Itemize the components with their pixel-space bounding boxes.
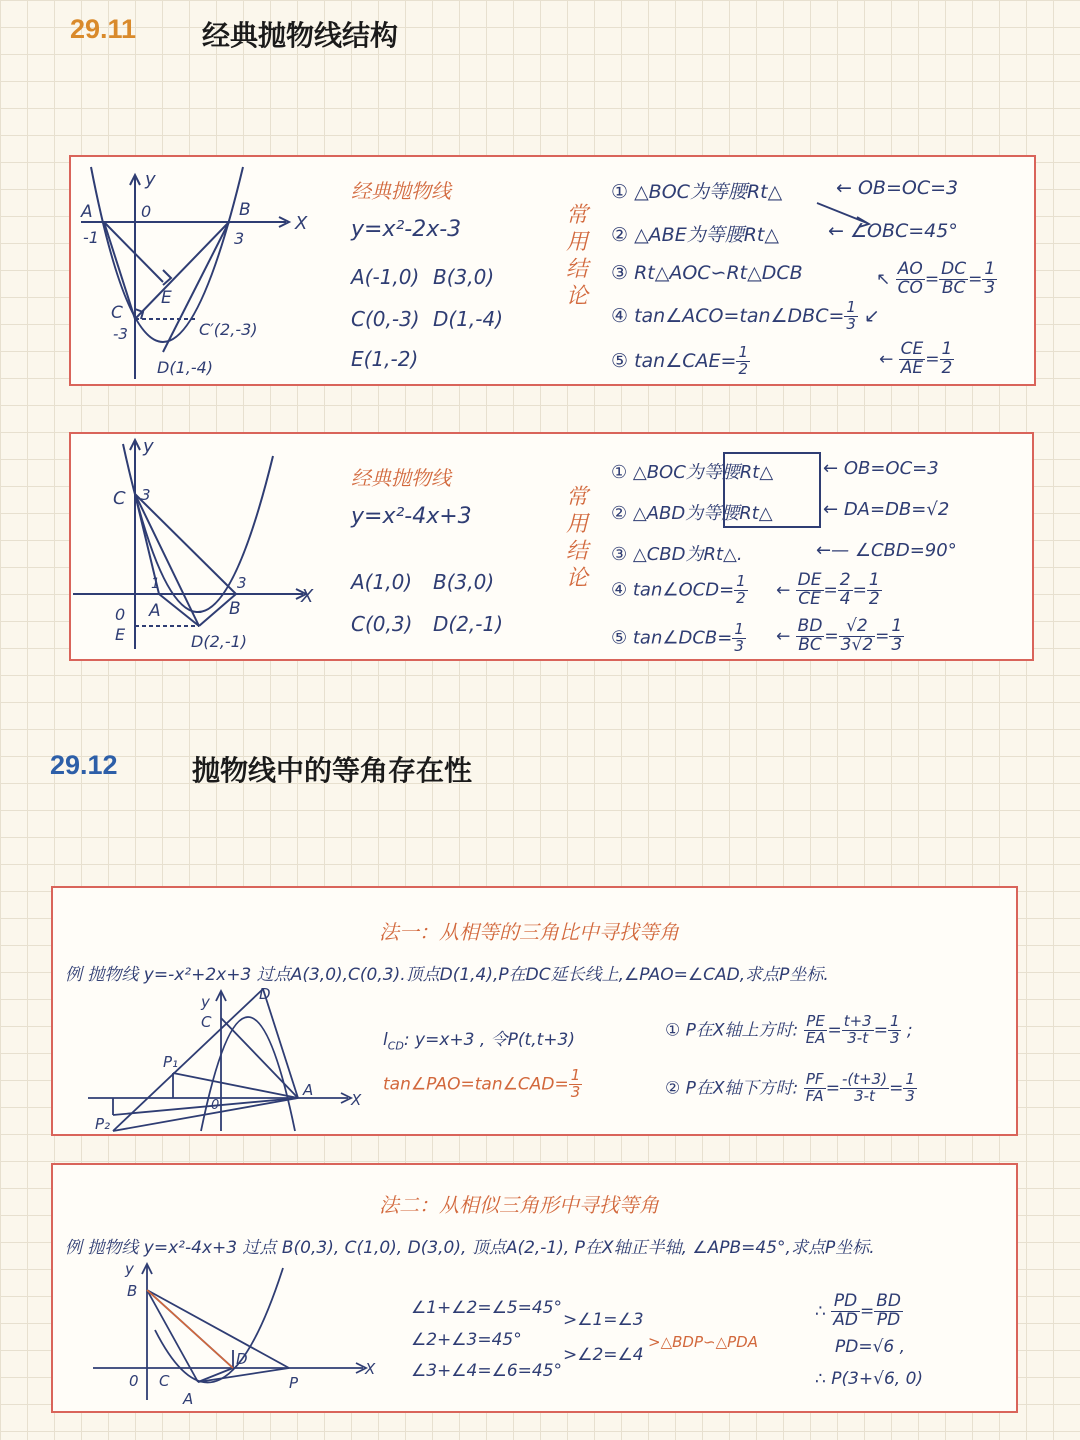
example-text: 例 抛物线 y=x²-4x+3 过点 B(0,3), C(1,0), D(3,0), 顶点A(2,-1), P在X轴正半轴, ∠APB=45°,求点P坐标. — [65, 1238, 875, 1258]
label-a: A — [81, 202, 93, 222]
label-c: C — [111, 303, 123, 323]
ratio: ∴ $\frac{PD}{AD}$ = $\frac{BD}{PD}$ — [815, 1291, 901, 1330]
label-b: B — [229, 599, 241, 619]
label-p2: P₂ — [95, 1115, 111, 1133]
card-classic-parabola-2 — [69, 432, 1034, 661]
case1-3: 3 — [889, 1028, 900, 1047]
angle-eq-3: ∠3+∠4=∠6=45° — [411, 1361, 563, 1381]
label-o: 0 — [141, 202, 152, 221]
c4-den: 3 — [846, 314, 856, 333]
label-y: y — [143, 436, 154, 457]
section-number: 29.12 — [50, 750, 118, 780]
label-p: P — [289, 1374, 299, 1392]
conclusion-2-right: ← ∠OBC=45° — [828, 220, 958, 242]
c5-frac-ce: CE — [900, 339, 924, 359]
segment-cd — [135, 494, 199, 626]
segment-ap — [198, 1368, 289, 1382]
c3-frac-3: 3 — [984, 277, 996, 298]
similar-triangles: >△BDP∽△PDA — [648, 1333, 758, 1351]
p-coordinate: ∴ P(3+√6, 0) — [815, 1369, 924, 1389]
ratio-pd: PD — [831, 1293, 860, 1312]
label-a: A — [183, 1390, 194, 1408]
label-x: X — [351, 1091, 362, 1109]
label-1: 1 — [151, 576, 160, 592]
conclusion-1: ① △BOC为等腰Rt△ — [611, 181, 783, 203]
label-d: D — [259, 985, 271, 1003]
case1-1: 1 — [889, 1012, 900, 1030]
point-b: B(3,0) — [433, 570, 495, 594]
segment-ad — [159, 594, 199, 626]
point-c: C(0,3) — [351, 612, 413, 636]
conclusion-5-right: ← $\frac{BD}{BC}$ = $\frac{√2}{3√2}$ = $\frac{1}{3}$ — [776, 616, 903, 655]
label-c: C — [201, 1013, 212, 1031]
angle-eq-2: ∠2+∠3=45° — [411, 1330, 522, 1350]
segment-da — [263, 989, 298, 1098]
c5-frac-1: 1 — [891, 616, 903, 636]
label-p1: P₁ — [163, 1053, 179, 1071]
segment-cb — [135, 222, 229, 319]
label-c: C — [113, 488, 126, 509]
label-x: X — [295, 213, 308, 234]
conclusion-3: ③ △CBD为Rt△. — [611, 544, 743, 565]
c4-frac-de: DE — [797, 570, 822, 590]
c4-text: ④ tan∠ACO=tan∠DBC= — [611, 304, 845, 327]
conclusion-3: ③ Rt△AOC∽Rt△DCB — [611, 262, 803, 284]
parabola-curve — [155, 1268, 283, 1382]
label-o: 0 — [129, 1372, 139, 1390]
card-method-2 — [51, 1163, 1018, 1413]
section-number: 29.11 — [70, 14, 137, 44]
tan-equation — [383, 1068, 582, 1101]
conclusion-4 — [611, 574, 748, 607]
label-b: B — [127, 1282, 138, 1300]
c4-frac-1b: 1 — [868, 570, 880, 590]
section-title: 抛物线中的等角存在性 — [192, 754, 473, 787]
label-a: A — [303, 1081, 314, 1099]
conclusion-1-right: ← OB=OC=3 — [823, 458, 939, 479]
label-c-prime: C′(2,-3) — [199, 320, 258, 339]
c3-eq-1: = — [924, 269, 940, 290]
c5-text: ⑤ tan∠DCB= — [611, 627, 733, 649]
label-d: D(2,-1) — [191, 632, 248, 651]
c1-a: ① △BOC为 — [611, 462, 704, 483]
label-x: X — [365, 1360, 376, 1378]
conclusion-5 — [611, 345, 750, 378]
c1-b: 等腰Rt△ — [703, 462, 774, 483]
c5-num: 1 — [734, 620, 744, 638]
c3-frac-ao: AO — [896, 261, 925, 280]
r2: ∠2=∠4 — [577, 1345, 644, 1365]
case-2: ② P在X轴下方时: $\frac{PF}{FA}$ = $\frac{-(t+3)}{3-t}$ = $\frac{1}{3}$ — [665, 1070, 915, 1105]
conclusion-4-right: ← $\frac{DE}{CE}$ = $\frac{2}{4}$ = $\frac{1}{2}$ — [776, 570, 880, 609]
c4-frac-2: 2 — [839, 570, 851, 590]
subtitle: 经典抛物线 — [351, 179, 451, 203]
c5-frac-ae: AE — [900, 357, 924, 378]
case2-fa: FA — [805, 1086, 824, 1105]
segment-p1a — [173, 1073, 298, 1098]
c3-frac-dc: DC — [941, 259, 967, 279]
label-o: 0 — [115, 605, 126, 624]
case2-3: 3 — [905, 1086, 915, 1105]
c3-frac-bc: BC — [941, 277, 966, 298]
tan-text: tan∠PAO=tan∠CAD= — [383, 1074, 569, 1095]
case2-text: ② P在X轴下方时: — [665, 1078, 799, 1099]
card-classic-parabola-1 — [69, 155, 1036, 386]
c3-frac-1: 1 — [984, 259, 996, 279]
ratio-ad: AD — [833, 1309, 858, 1330]
c4-frac-2b: 2 — [868, 588, 880, 609]
conclusion-5-right: ← $\frac{CE}{AE}$ = $\frac{1}{2}$ — [879, 339, 953, 378]
c2-right-text: ∠OBC=45° — [849, 220, 958, 242]
case1-3t: 3-t — [847, 1028, 869, 1047]
ratio-bd: BD — [876, 1291, 901, 1311]
sim-text: △BDP∽△PDA — [660, 1333, 758, 1351]
label-e: E — [161, 288, 172, 308]
c1-right-text: OB=OC=3 — [857, 177, 959, 199]
side-label: 常用结论 — [565, 203, 588, 309]
conclusion-3-right: ↖ $\frac{AO}{CO}$ = $\frac{DC}{BC}$ = $\frac{1}{3}$ — [876, 259, 996, 298]
method-heading: 法一：从相等的三角比中寻找等角 — [379, 920, 679, 944]
label-3-c: 3 — [141, 486, 151, 504]
segment-p2a — [113, 1098, 298, 1131]
case1-pe: PE — [804, 1014, 828, 1031]
point-a: A(1,0) — [351, 570, 413, 594]
c5-arrow: ← — [776, 626, 791, 647]
side-label: 常用结论 — [565, 485, 588, 591]
c5-frac-1: 1 — [941, 339, 953, 359]
lcd-l: l — [383, 1030, 388, 1050]
c5-frac-root2: √2 — [839, 618, 875, 637]
equation: y=x²-4x+3 — [351, 504, 472, 529]
case-1: ① P在X轴上方时: $\frac{PE}{EA}$ = $\frac{t+3}{3-t}$ = $\frac{1}{3}$ ; — [665, 1012, 913, 1047]
label-x: X — [301, 586, 314, 607]
equation: y=x²-2x-3 — [351, 217, 462, 242]
label-minus1: -1 — [83, 228, 99, 247]
c5-num: 1 — [738, 343, 748, 361]
c5-frac-3: 3 — [891, 634, 903, 655]
arrow-c1-c2 — [811, 199, 881, 229]
conclusion-3-right: ←— ∠CBD=90° — [816, 540, 957, 561]
c4-den: 2 — [736, 588, 746, 607]
label-o: 0 — [211, 1098, 220, 1113]
c5-den: 3 — [734, 636, 744, 655]
tan-den: 3 — [570, 1082, 581, 1101]
graph-method-1 — [83, 983, 403, 1133]
case2-3t: 3-t — [854, 1086, 875, 1105]
case1-text: ① P在X轴上方时: — [665, 1020, 799, 1041]
label-d: D — [236, 1350, 248, 1368]
c1-right-text: OB=OC=3 — [843, 458, 939, 479]
label-b: B — [239, 200, 251, 220]
c3-frac-co: CO — [897, 277, 923, 298]
subtitle: 经典抛物线 — [351, 466, 451, 490]
point-b: B(3,0) — [433, 265, 495, 289]
label-y: y — [201, 993, 210, 1011]
label-3: 3 — [234, 229, 245, 248]
lcd-rest: : y=x+3 , 令P(t,t+3) — [403, 1030, 575, 1050]
c2-right-text: DA=DB=√2 — [843, 499, 950, 520]
r1: ∠1=∠3 — [577, 1310, 644, 1330]
segment-ca — [221, 1018, 298, 1098]
c3-eq-2: = — [968, 269, 983, 290]
segment-bd-highlight — [147, 1290, 233, 1368]
c2-a: ② △ABD为 — [611, 503, 704, 524]
c4-arrow: ← — [776, 580, 791, 601]
point-e: E(1,-2) — [351, 347, 419, 371]
graph-parabola-2 — [71, 434, 361, 660]
c4-frac-4: 4 — [839, 588, 851, 609]
point-a: A(-1,0) — [351, 265, 420, 289]
label-a: A — [149, 601, 161, 621]
c3-right-text: ∠CBD=90° — [854, 540, 957, 561]
label-minus3: -3 — [113, 325, 128, 343]
ratio-therefore: ∴ — [815, 1301, 826, 1322]
parabola-curve — [123, 444, 273, 612]
label-e: E — [115, 625, 126, 644]
label-y: y — [125, 1260, 134, 1278]
angle-result-2: >∠2=∠4 — [563, 1345, 644, 1365]
conclusion-2: ② △ABE为等腰Rt△ — [611, 224, 779, 246]
c4-frac-ce: CE — [798, 588, 821, 609]
point-d: D(2,-1) — [433, 612, 504, 636]
pd-value: PD=√6 , — [835, 1337, 906, 1357]
method-heading: 法二：从相似三角形中寻找等角 — [379, 1193, 659, 1217]
section-title: 经典抛物线结构 — [202, 19, 399, 52]
conclusion-1-right: ← OB=OC=3 — [836, 177, 959, 199]
point-d: D(1,-4) — [433, 307, 504, 331]
case1-ea: EA — [805, 1028, 826, 1047]
ratio-pd2: PD — [876, 1309, 901, 1330]
c5-frac-3root2: 3√2 — [840, 634, 874, 655]
graph-method-2 — [83, 1260, 413, 1410]
c5-frac-bc: BC — [798, 634, 822, 655]
c5-frac-bd: BD — [797, 616, 823, 636]
case1-t3: t+3 — [843, 1012, 872, 1030]
c5-frac-2: 2 — [941, 357, 953, 378]
label-y: y — [145, 169, 156, 190]
card-method-1 — [51, 886, 1018, 1136]
conclusion-4: ④ tan∠ACO=tan∠DBC= $\frac{1}{3}$ ↙ — [611, 298, 880, 333]
case2-pf: PF — [804, 1072, 826, 1089]
lcd-sub: CD — [387, 1039, 404, 1053]
case2-neg: -(t+3) — [841, 1070, 888, 1088]
c4-num: 1 — [846, 298, 856, 316]
angle-result-1: >∠1=∠3 — [563, 1310, 644, 1330]
label-c: C — [159, 1372, 170, 1390]
conclusion-2 — [611, 499, 773, 525]
angle-eq-1: ∠1+∠2=∠5=45° — [411, 1298, 563, 1318]
graph-parabola-1 — [71, 157, 371, 383]
c2-b: 等腰Rt△ — [703, 503, 773, 524]
line-dc-extended — [113, 989, 263, 1131]
conclusion-5 — [611, 622, 746, 655]
label-d: D(1,-4) — [157, 358, 214, 377]
c5-den: 2 — [738, 359, 748, 378]
example-text: 例 抛物线 y=-x²+2x+3 过点A(3,0),C(0,3).顶点D(1,4),P在DC延长线上,∠PAO=∠CAD,求点P坐标. — [65, 965, 829, 985]
c4-text: ④ tan∠OCD= — [611, 579, 735, 601]
conclusion-2-right: ← DA=DB=√2 — [823, 499, 950, 520]
c4-num: 1 — [736, 572, 746, 590]
line-cd — [383, 1025, 575, 1052]
tan-num: 1 — [570, 1066, 581, 1084]
point-c: C(0,-3) — [351, 307, 420, 331]
case2-1: 1 — [905, 1070, 915, 1088]
c5-text: ⑤ tan∠CAE= — [611, 349, 737, 372]
label-3-b: 3 — [237, 574, 247, 592]
conclusion-1 — [611, 458, 773, 484]
